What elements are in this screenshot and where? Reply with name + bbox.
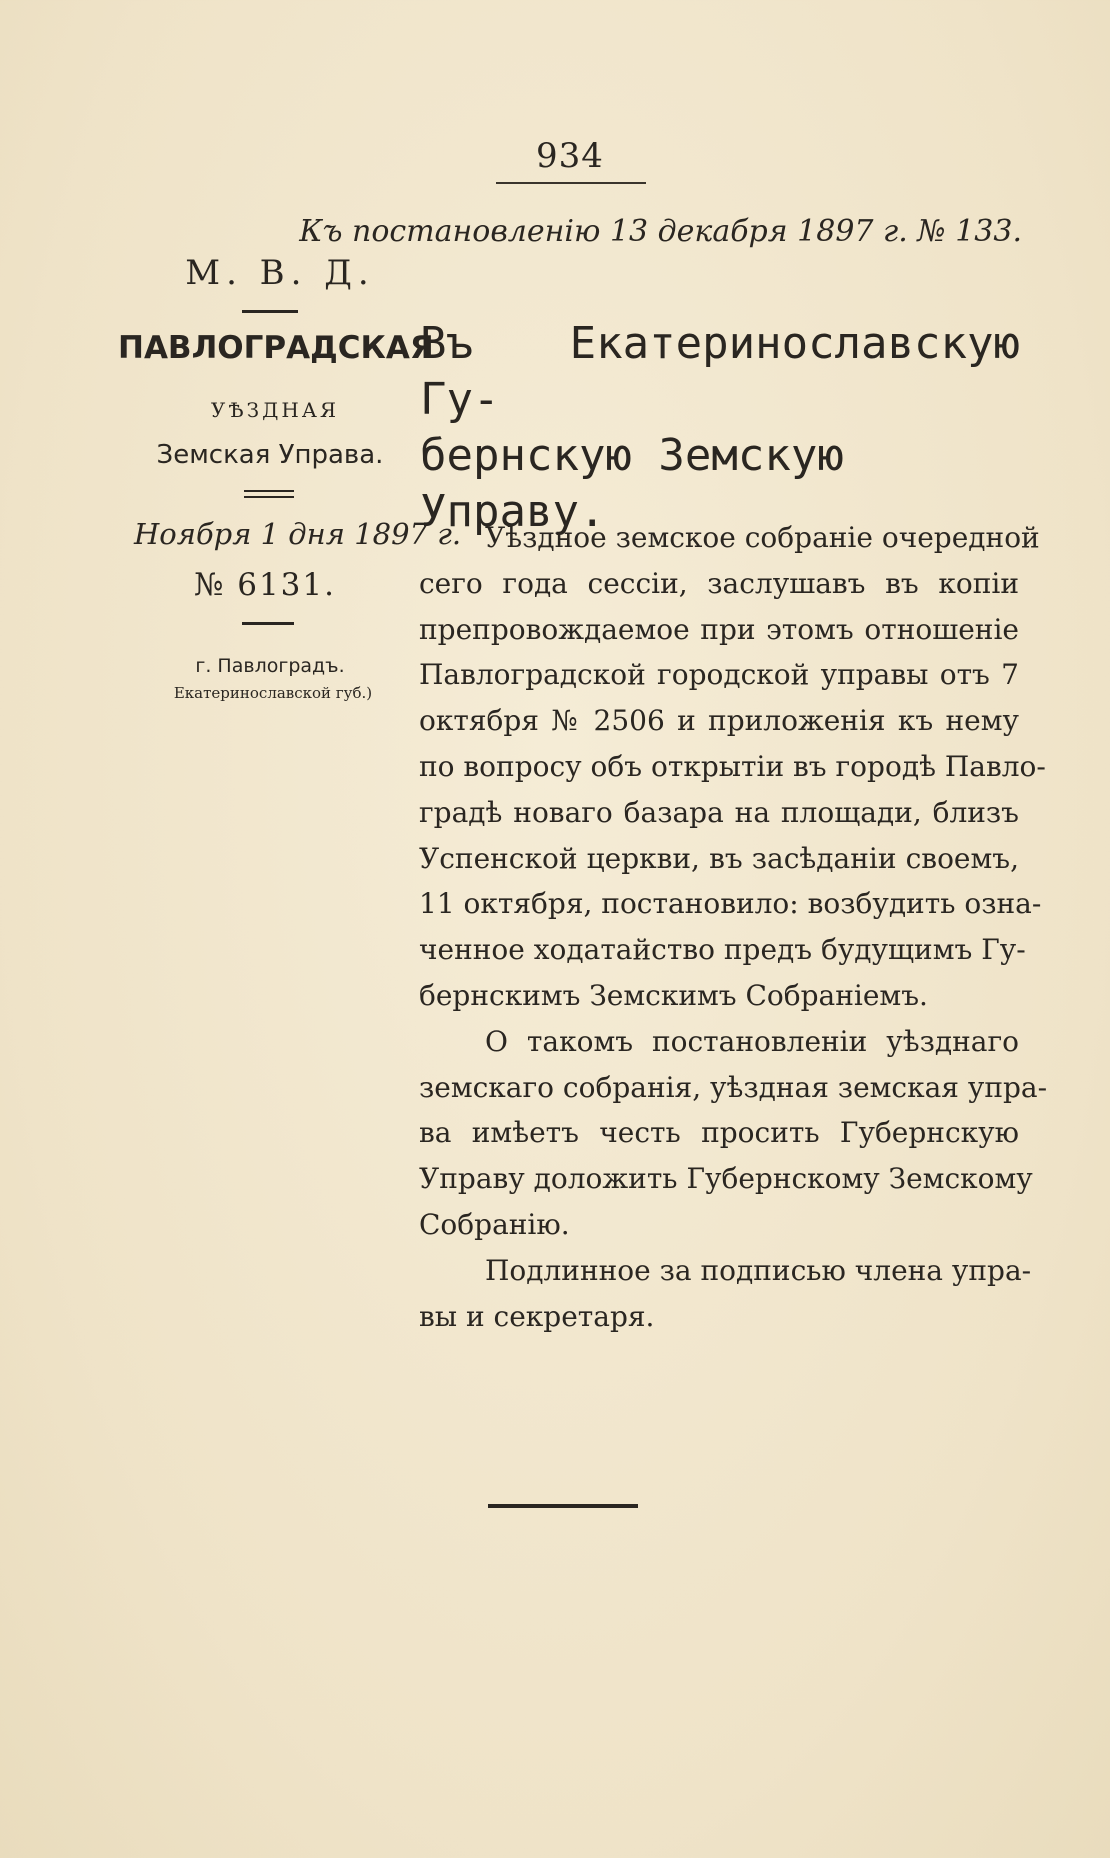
body-line: ченное ходатайство предъ будущимъ Гу- (419, 933, 1026, 967)
body-line: бернскимъ Земскимъ Собраніемъ. (419, 978, 928, 1012)
letter-date: Ноября 1 дня 1897 г. (134, 517, 462, 551)
org-subtitle-2: Земская Управа. (156, 440, 384, 470)
body-line: земскаго собранія, уѣздная земская упра- (419, 1070, 1048, 1104)
body-line: по вопросу объ открытіи въ городѣ Павло- (419, 749, 1046, 783)
body-line: ва имѣетъ честь просить Губернскую (419, 1116, 1019, 1150)
header-rule (496, 182, 646, 184)
divider (242, 310, 298, 313)
divider-2 (242, 622, 294, 625)
letter-number: № 6131. (194, 567, 336, 603)
closing-rule (488, 1504, 638, 1508)
addressee (420, 316, 1020, 540)
body-line: препровождаемое при этомъ отношеніе (419, 612, 1019, 646)
body-text (419, 515, 1048, 1339)
page-number: 934 (536, 136, 604, 176)
body-line: Управу доложить Губернскому Земскому (419, 1162, 1033, 1196)
body-line: вы и секретаря. (419, 1299, 655, 1333)
reference-line: Къ постановленію 13 декабря 1897 г. № 133. (299, 214, 1022, 249)
body-line: Подлинное за подписью члена упра- (485, 1253, 1032, 1287)
body-line: Успенской церкви, въ засѣданіи своемъ, (419, 841, 1019, 875)
body-line: октября № 2506 и приложенія къ нему (419, 704, 1019, 738)
double-divider (244, 490, 294, 498)
addressee-line-2: бернскую Земскую Управу. (420, 430, 844, 537)
sender-province: Екатеринославской губ.) (173, 684, 373, 702)
body-line: 11 октября, постановило: возбудить озна- (419, 887, 1042, 921)
body-line: О такомъ постановленіи уѣзднаго (485, 1024, 1019, 1058)
body-line: градѣ новаго базара на площади, близъ (419, 795, 1019, 829)
ministry-abbrev: М. В. Д. (185, 253, 375, 293)
sender-city: г. Павлоградъ. (195, 655, 345, 677)
body-line: сего года сессіи, заслушавъ въ копіи (419, 566, 1019, 600)
addressee-line-1: Въ Екатеринославскую Гу- (420, 318, 1020, 425)
body-line: Собранію. (419, 1207, 570, 1241)
body-line: Уѣздное земское собраніе очередной (485, 521, 1040, 554)
org-name: ПАВЛОГРАДСКАЯ (118, 330, 434, 366)
org-subtitle: УѢЗДНАЯ (210, 398, 340, 422)
body-line: Павлоградской городской управы отъ 7 (419, 658, 1019, 692)
